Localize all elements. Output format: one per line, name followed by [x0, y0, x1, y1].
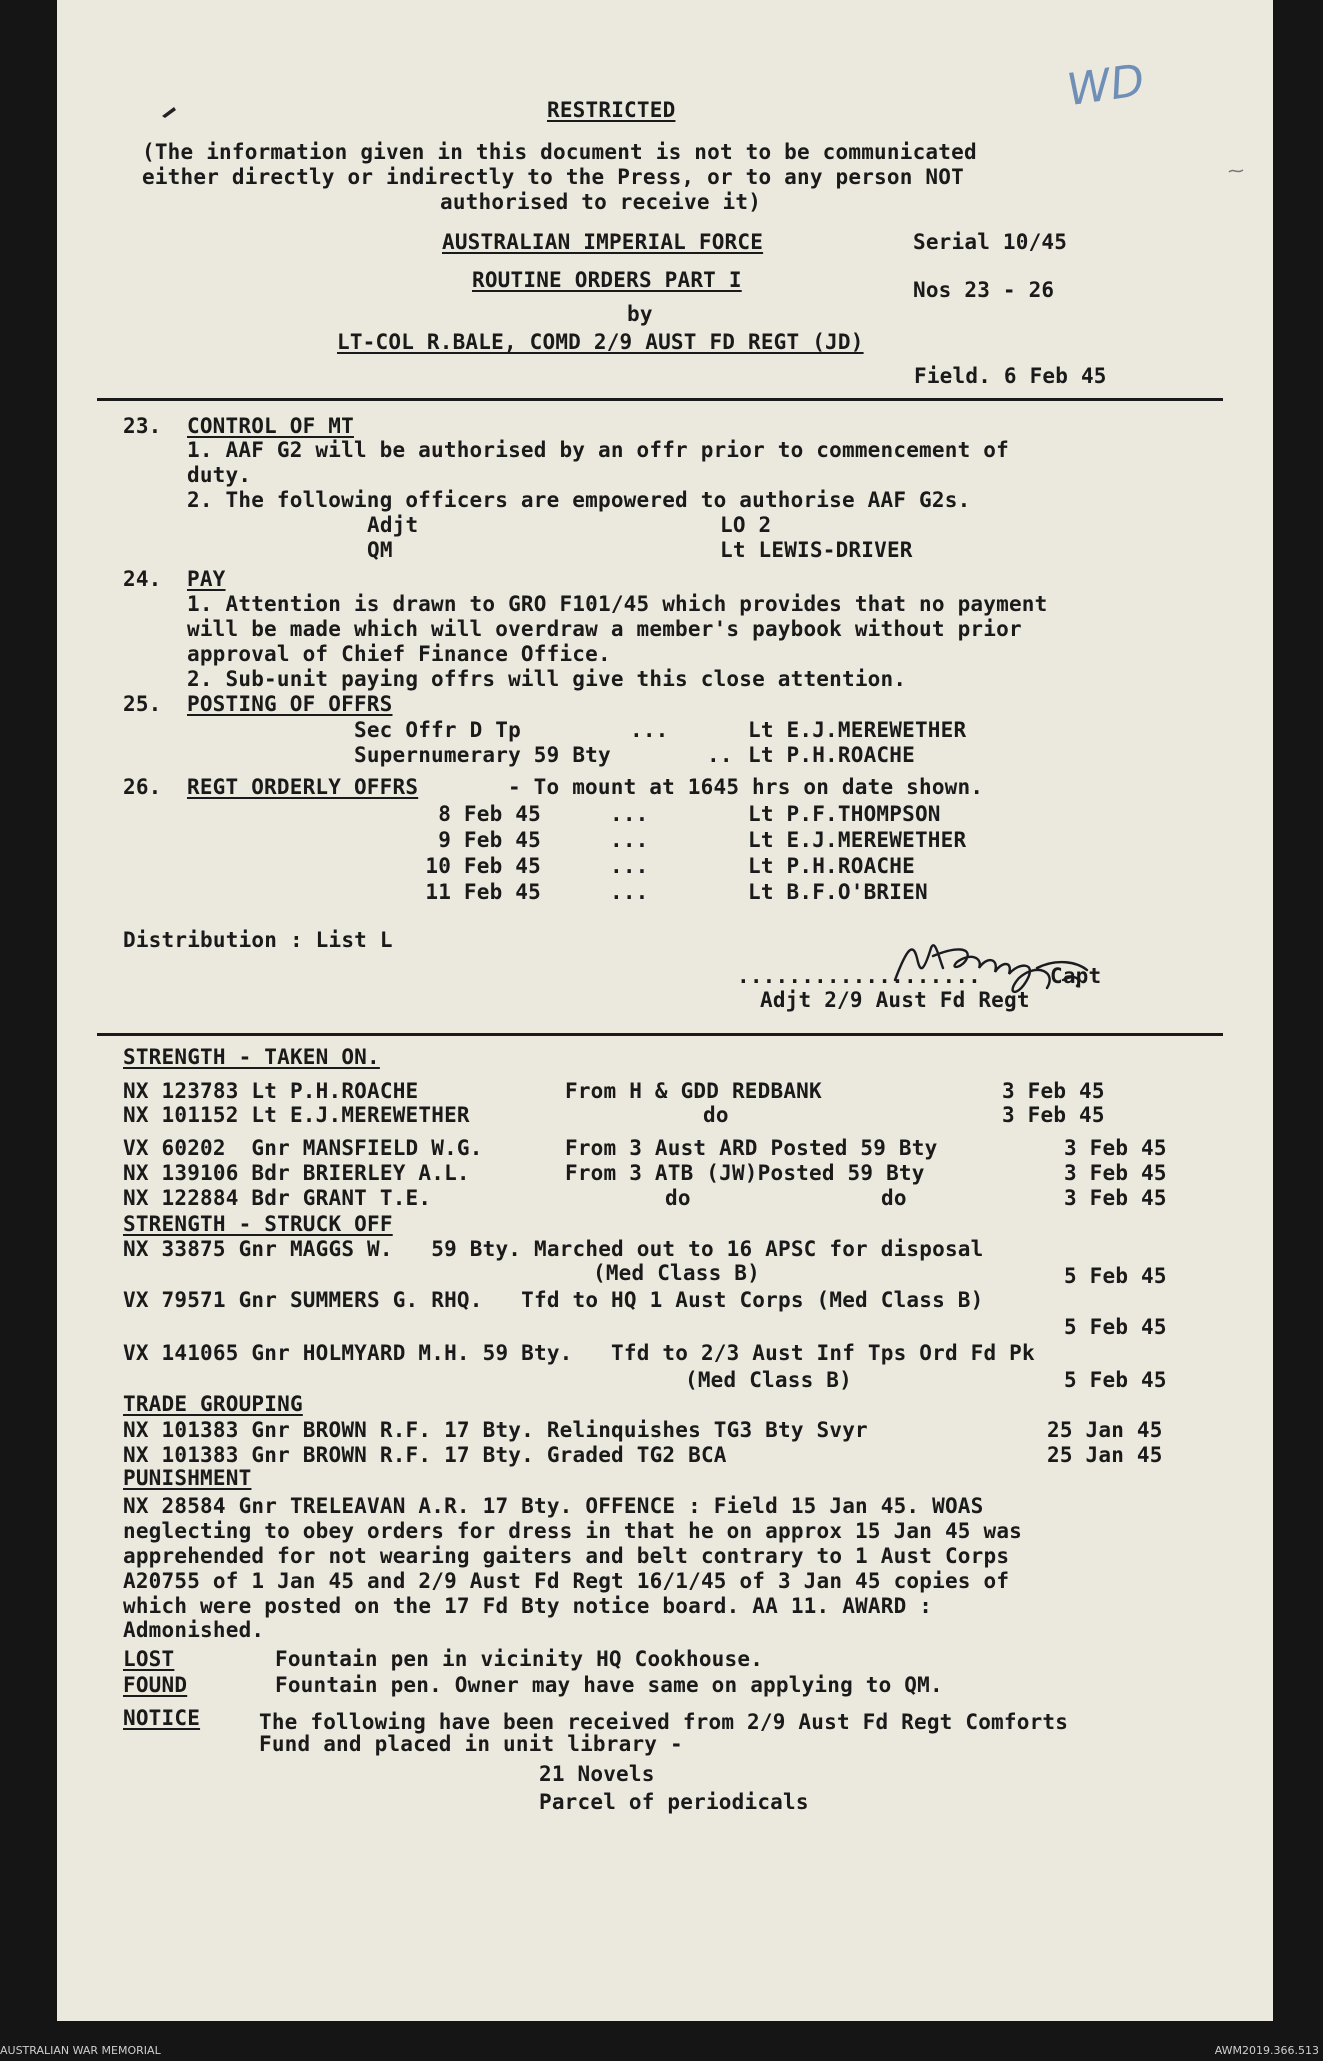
order-line: 1. AAF G2 will be authorised by an offr prior to commencement of [187, 438, 1009, 462]
punishment-line: NX 28584 Gnr TRELEAVAN A.R. 17 Bty. OFFENCE : Field 15 Jan 45. WOAS [123, 1494, 984, 1518]
personnel-entry: NX 101383 Gnr BROWN R.F. 17 Bty. Relinquishes TG3 Bty Svyr [123, 1418, 868, 1442]
personnel-entry: NX 139106 Bdr BRIERLEY A.L. [123, 1161, 470, 1185]
punishment-line: A20755 of 1 Jan 45 and 2/9 Aust Fd Regt 16/1/45 of 3 Jan 45 copies of [123, 1569, 1010, 1593]
duty-date: 11 Feb 45 [425, 880, 541, 904]
heading-orders: ROUTINE ORDERS PART I [472, 268, 742, 292]
order-number: 24. [123, 567, 162, 591]
section-title: STRENGTH - TAKEN ON. [123, 1045, 380, 1069]
personnel-detail: From 3 Aust ARD Posted 59 Bty [565, 1136, 938, 1160]
notice-line: 21 Novels [539, 1762, 655, 1786]
notice-line-3: authorised to receive it) [440, 190, 762, 214]
personnel-date: 3 Feb 45 [1064, 1161, 1167, 1185]
document-page [57, 0, 1273, 2021]
order-number: 26. [123, 775, 162, 799]
order-line: will be made which will overdraw a member's paybook without prior [187, 617, 1022, 641]
order-line: duty. [187, 463, 252, 487]
punishment-line: apprehended for not wearing gaiters and belt contrary to 1 Aust Corps [123, 1544, 1010, 1568]
distribution-list: Distribution : List L [123, 928, 393, 952]
handwritten-annotation: WD [1063, 54, 1148, 117]
personnel-entry: NX 33875 Gnr MAGGS W. 59 Bty. Marched out to 16 APSC for disposal [123, 1237, 984, 1261]
personnel-detail: do [881, 1186, 907, 1210]
punishment-line: which were posted on the 17 Fd Bty notice board. AA 11. AWARD : [123, 1594, 933, 1618]
duty-date: 9 Feb 45 [438, 828, 541, 852]
order-title: PAY [187, 567, 226, 591]
personnel-detail: (Med Class B) [685, 1368, 852, 1392]
personnel-detail: From 3 ATB (JW)Posted 59 Bty [565, 1161, 925, 1185]
duty-date: 10 Feb 45 [425, 854, 541, 878]
order-line: QM [367, 538, 393, 562]
section-title: PUNISHMENT [123, 1466, 252, 1490]
notice-label: NOTICE [123, 1706, 201, 1730]
order-line: .. [707, 743, 733, 767]
personnel-entry: NX 101383 Gnr BROWN R.F. 17 Bty. Graded TG2 BCA [123, 1443, 727, 1467]
notice-line-1: (The information given in this document is not to be communicated [142, 140, 977, 164]
duty-officer: Lt P.H.ROACHE [748, 854, 915, 878]
punishment-line: Admonished. [123, 1618, 265, 1642]
personnel-date: 3 Feb 45 [1064, 1136, 1167, 1160]
lost-label: LOST [123, 1647, 175, 1671]
notice-line-2: either directly or indirectly to the Press, or to any person NOT [142, 165, 964, 189]
order-number: 25. [123, 692, 162, 716]
order-line: Lt P.H.ROACHE [748, 743, 915, 767]
personnel-entry: NX 101152 Lt E.J.MEREWETHER [123, 1103, 470, 1127]
punishment-line: neglecting to obey orders for dress in that he on approx 15 Jan 45 was [123, 1519, 1023, 1543]
divider-top [97, 398, 1223, 401]
personnel-date: 3 Feb 45 [1064, 1186, 1167, 1210]
order-line: Adjt [367, 513, 419, 537]
order-line: ... [630, 718, 669, 742]
order-line: Lt E.J.MEREWETHER [748, 718, 967, 742]
found-label: FOUND [123, 1673, 188, 1697]
personnel-detail: do [703, 1103, 729, 1127]
order-title: REGT ORDERLY OFFRS [187, 775, 419, 799]
duty-officer: Lt B.F.O'BRIEN [748, 880, 928, 904]
order-line: Lt LEWIS-DRIVER [720, 538, 913, 562]
heading-by: by [627, 302, 653, 326]
duty-dots: ... [610, 802, 649, 826]
duty-officer: Lt P.F.THOMPSON [748, 802, 941, 826]
personnel-detail: (Med Class B) [593, 1261, 760, 1285]
personnel-entry: NX 122884 Bdr GRANT T.E. [123, 1186, 432, 1210]
duty-date: 8 Feb 45 [438, 802, 541, 826]
notice-line: Parcel of periodicals [539, 1790, 809, 1814]
order-line: 2. Sub-unit paying offrs will give this close attention. [187, 667, 907, 691]
ink-mark [1227, 166, 1245, 176]
order-title: POSTING OF OFFRS [187, 692, 393, 716]
classification-heading: RESTRICTED [547, 98, 676, 122]
personnel-date: 5 Feb 45 [1064, 1315, 1167, 1339]
order-number: 23. [123, 414, 162, 438]
divider-middle [97, 1033, 1223, 1036]
order-line: LO 2 [720, 513, 772, 537]
heading-force: AUSTRALIAN IMPERIAL FORCE [442, 230, 764, 254]
duty-dots: ... [610, 880, 649, 904]
personnel-entry: VX 141065 Gnr HOLMYARD M.H. 59 Bty. Tfd to 2/3 Aust Inf Tps Ord Fd Pk [123, 1341, 1035, 1365]
section-title: TRADE GROUPING [123, 1392, 303, 1416]
signature-dots: ................... [737, 964, 982, 988]
order-line: approval of Chief Finance Office. [187, 642, 611, 666]
signature-title: Adjt 2/9 Aust Fd Regt [760, 988, 1030, 1012]
personnel-date: 25 Jan 45 [1047, 1443, 1163, 1467]
order-numbers: Nos 23 - 26 [913, 278, 1055, 302]
section-title: STRENGTH - STRUCK OFF [123, 1212, 393, 1236]
serial-number: Serial 10/45 [913, 230, 1068, 254]
personnel-date: 5 Feb 45 [1064, 1264, 1167, 1288]
signature-rank: Capt [1050, 964, 1102, 988]
heading-commander: LT-COL R.BALE, COMD 2/9 AUST FD REGT (JD) [337, 330, 864, 354]
order-line: 2. The following officers are empowered to authorise AAF G2s. [187, 488, 971, 512]
document-date: Field. 6 Feb 45 [914, 364, 1107, 388]
order-line: Sec Offr D Tp [354, 718, 521, 742]
order-line: 1. Attention is drawn to GRO F101/45 which provides that no payment [187, 592, 1048, 616]
personnel-date: 5 Feb 45 [1064, 1368, 1167, 1392]
duty-dots: ... [610, 854, 649, 878]
personnel-detail: do [665, 1186, 691, 1210]
personnel-entry: VX 79571 Gnr SUMMERS G. RHQ. Tfd to HQ 1 Aust Corps (Med Class B) [123, 1288, 984, 1312]
personnel-date: 3 Feb 45 [1002, 1079, 1105, 1103]
personnel-entry: VX 60202 Gnr MANSFIELD W.G. [123, 1136, 483, 1160]
notice-line: Fund and placed in unit library - [259, 1732, 683, 1756]
personnel-detail: From H & GDD REDBANK [565, 1079, 822, 1103]
order-line: Supernumerary 59 Bty [354, 743, 611, 767]
order-title: CONTROL OF MT [187, 414, 354, 438]
personnel-date: 3 Feb 45 [1002, 1103, 1105, 1127]
duty-officer: Lt E.J.MEREWETHER [748, 828, 967, 852]
found-text: Fountain pen. Owner may have same on applying to QM. [275, 1673, 943, 1697]
footer-reference: AWM2019.366.513 [1214, 2044, 1319, 2057]
duty-dots: ... [610, 828, 649, 852]
ink-mark [160, 104, 178, 120]
lost-text: Fountain pen in vicinity HQ Cookhouse. [275, 1647, 764, 1671]
notice-line: The following have been received from 2/9 Aust Fd Regt Comforts [259, 1710, 1069, 1734]
footer-source: AUSTRALIAN WAR MEMORIAL [0, 2044, 161, 2057]
personnel-date: 25 Jan 45 [1047, 1418, 1163, 1442]
personnel-entry: NX 123783 Lt P.H.ROACHE [123, 1079, 419, 1103]
order-line: - To mount at 1645 hrs on date shown. [508, 775, 984, 799]
